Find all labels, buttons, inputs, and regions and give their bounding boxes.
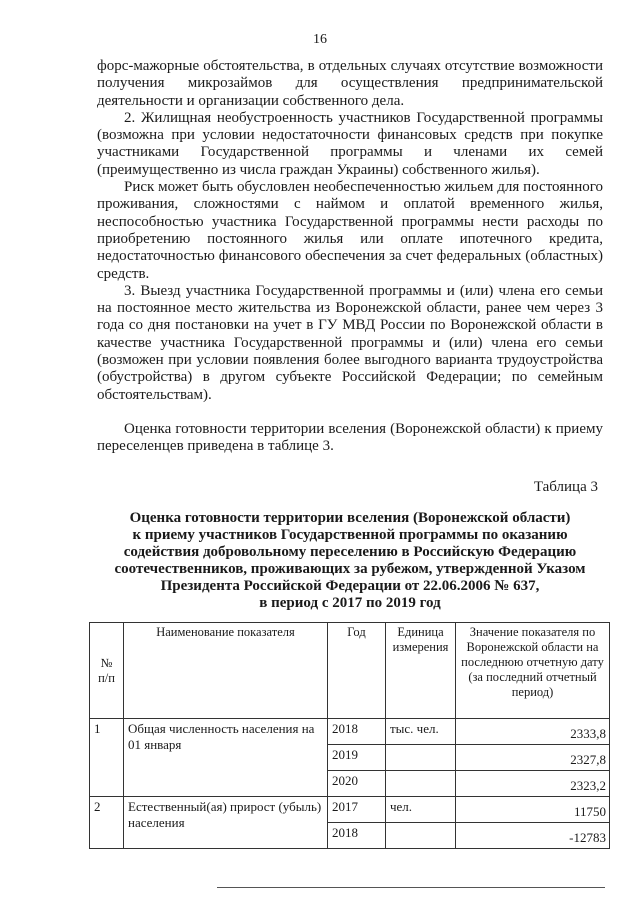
table-title-line: соотечественников, проживающих за рубежом, утвержденной Указом xyxy=(114,561,586,577)
row-num: 2 xyxy=(90,797,124,849)
paragraph-2: 2. Жилищная необустроенность участников Государственной программы (возможна при условии недостаточности финансовых средств при покупке участниками Государственной программы и членами их семей (преимущественно из числа граждан Украины) собственного жилья). xyxy=(97,109,603,178)
row-value: 2327,8 xyxy=(456,745,610,771)
paragraph-5: Оценка готовности территории вселения (Воронежской области) к приему переселенцев приведена в таблице 3. xyxy=(97,420,603,455)
table-row xyxy=(90,719,610,745)
row-year: 2019 xyxy=(328,745,386,771)
row-unit: чел. xyxy=(386,797,456,823)
page-number: 16 xyxy=(313,32,327,47)
row-year: 2020 xyxy=(328,771,386,797)
row-year: 2017 xyxy=(328,797,386,823)
paragraph-3: Риск может быть обусловлен необеспеченностью жильем для постоянного проживания, сложностями с наймом и оплатой временного жилья, неспособностью участника Государственной программы нести расходы по приобретению постоянного жилья или оплате ипотечного кредита, недостаточностью финансового обеспечения за счет федеральных (областных) средств. xyxy=(97,179,603,282)
row-year: 2018 xyxy=(328,719,386,745)
row-unit-empty xyxy=(386,823,456,849)
table-caption: Таблица 3 xyxy=(533,479,598,495)
row-value: 2333,8 xyxy=(456,719,610,745)
table-row xyxy=(90,797,610,823)
header-name: Наименование показателя xyxy=(124,623,328,719)
row-value: 2323,2 xyxy=(456,771,610,797)
row-name: Естественный(ая) прирост (убыль) населения xyxy=(124,797,328,849)
row-unit-empty xyxy=(386,771,456,797)
table-title-line: Президента Российской Федерации от 22.06.2006 № 637, xyxy=(160,578,540,594)
table-header-row xyxy=(90,623,610,719)
header-num: № п/п xyxy=(90,623,124,719)
document-body xyxy=(97,58,603,456)
table-title-line: содействия добровольному переселению в Российскую Федерацию xyxy=(123,544,577,560)
table-title-line: в период с 2017 по 2019 год xyxy=(259,595,441,611)
table-title-line: Оценка готовности территории вселения (Воронежской области) xyxy=(129,510,571,526)
row-name: Общая численность населения на 01 января xyxy=(124,719,328,797)
header-value: Значение показателя по Воронежской области на последнюю отчетную дату (за последний отчетный период) xyxy=(456,623,610,719)
row-value: 11750 xyxy=(456,797,610,823)
row-unit-empty xyxy=(386,745,456,771)
row-num: 1 xyxy=(90,719,124,797)
header-year: Год xyxy=(328,623,386,719)
paragraph-4: 3. Выезд участника Государственной программы и (или) члена его семьи на постоянное место жительства из Воронежской области, ранее чем через 3 года со дня постановки на учет в ГУ МВД России по Воронежской области в качестве участника Государственной программы и (или) члена его семьи (возможен при условии появления более выгодного варианта трудоустройства (обустройства) в другом субъекте Российской Федерации; по семейным обстоятельствам). xyxy=(97,282,603,403)
header-unit: Единица измерения xyxy=(386,623,456,719)
page-bottom-divider xyxy=(217,887,605,888)
row-year: 2018 xyxy=(328,823,386,849)
paragraph-1: форс-мажорные обстоятельства, в отдельных случаях отсутствие возможности получения микрозаймов для осуществления предпринимательской деятельности и организации собственного дела. xyxy=(97,58,603,109)
indicator-table xyxy=(89,622,610,849)
table-title xyxy=(97,510,603,612)
row-unit: тыс. чел. xyxy=(386,719,456,745)
row-value: -12783 xyxy=(456,823,610,849)
table-title-line: к приему участников Государственной программы по оказанию xyxy=(132,527,568,543)
